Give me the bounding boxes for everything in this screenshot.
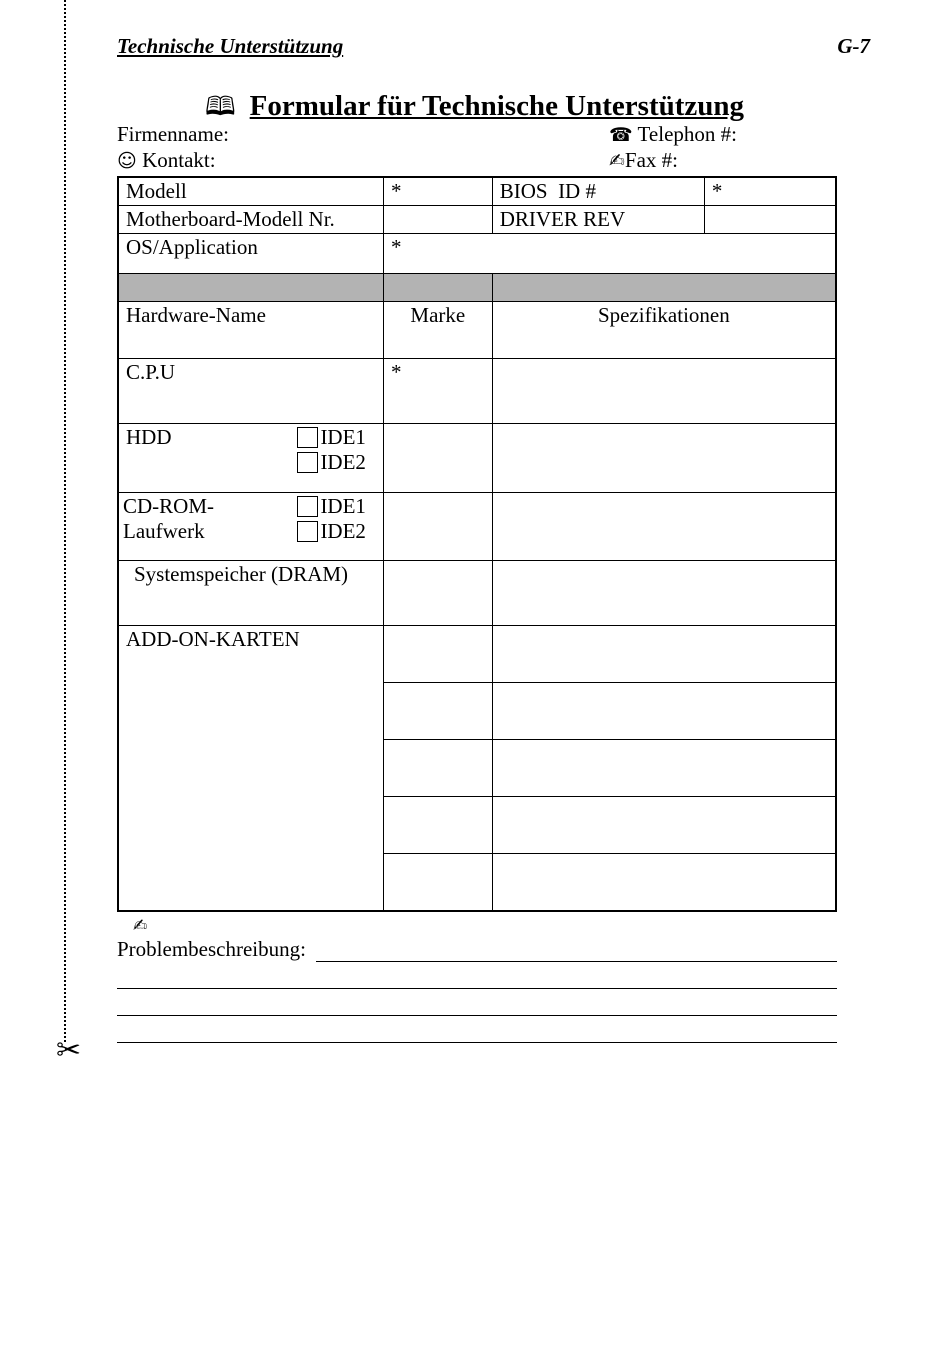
- problem-line-3[interactable]: [117, 989, 837, 1016]
- cdrom-spec: [492, 493, 836, 561]
- page-number: G-7: [837, 34, 870, 58]
- hdd-label: HDD: [126, 425, 172, 449]
- addon-spec-4: [492, 797, 836, 854]
- cpu-spec: [492, 359, 836, 424]
- addon-spec-5: [492, 854, 836, 911]
- driver-label: DRIVER REV: [492, 206, 704, 234]
- cdrom-label-2: Laufwerk: [123, 519, 205, 543]
- addon-brand-2: [383, 683, 492, 740]
- phone-label: Telephon #:: [637, 122, 737, 146]
- addon-spec-2: [492, 683, 836, 740]
- addon-brand-5: [383, 854, 492, 911]
- cpu-label: C.P.U: [118, 359, 383, 424]
- cdrom-brand: [383, 493, 492, 561]
- addon-label: ADD-ON-KARTEN: [118, 626, 383, 911]
- problem-description: [117, 937, 837, 1043]
- gray-separator-row: [118, 274, 836, 302]
- cdrom-label-1: CD-ROM-: [123, 494, 215, 518]
- smiley-icon: ☺: [117, 150, 137, 172]
- bios-label: BIOS ID #: [492, 177, 704, 206]
- model-value: *: [383, 177, 492, 206]
- addon-spec-3: [492, 740, 836, 797]
- phone-field: [609, 122, 737, 147]
- os-value: *: [383, 234, 836, 274]
- col-specifications: Spezifikationen: [492, 302, 836, 359]
- fax-icon: ✍: [609, 150, 625, 172]
- cdrom-cell: [118, 493, 383, 561]
- hdd-ide2-checkbox[interactable]: [297, 452, 318, 473]
- cdrom-ide1-label: IDE1: [320, 494, 366, 518]
- cdrom-ide1-checkbox[interactable]: [297, 496, 318, 517]
- book-icon: 🕮: [205, 92, 236, 122]
- hdd-brand: [383, 424, 492, 493]
- problem-line-2[interactable]: [117, 962, 837, 989]
- fax-field: [609, 148, 678, 173]
- contact-field: [117, 148, 216, 173]
- addon-brand-4: [383, 797, 492, 854]
- contact-label: Kontakt:: [142, 148, 216, 172]
- driver-value: [704, 206, 836, 234]
- running-title: Technische Unterstützung: [117, 34, 344, 58]
- cdrom-ide2-label: IDE2: [320, 519, 366, 543]
- mb-value: [383, 206, 492, 234]
- problem-label: Problembeschreibung:: [117, 937, 306, 961]
- addon-brand-3: [383, 740, 492, 797]
- form-title-text: Formular für Technische Unterstützung: [249, 90, 745, 122]
- company-label: Firmenname:: [117, 122, 229, 146]
- problem-line-4[interactable]: [117, 1016, 837, 1043]
- pen-icon: ✍: [133, 916, 148, 936]
- telephone-icon: ☎: [609, 124, 633, 146]
- dram-spec: [492, 561, 836, 626]
- addon-spec-1: [492, 626, 836, 683]
- hdd-ide2-label: IDE2: [320, 450, 366, 474]
- addon-brand-1: [383, 626, 492, 683]
- support-form-table: [117, 176, 837, 912]
- cut-line: [64, 0, 66, 1042]
- bios-value: *: [704, 177, 836, 206]
- dram-label: Systemspeicher (DRAM): [118, 561, 383, 626]
- hdd-ide1-label: IDE1: [320, 425, 366, 449]
- col-brand: Marke: [383, 302, 492, 359]
- fax-label: Fax #:: [624, 148, 679, 172]
- problem-line-1[interactable]: [316, 940, 837, 962]
- hdd-ide1-checkbox[interactable]: [297, 427, 318, 448]
- hdd-spec: [492, 424, 836, 493]
- col-hardware-name: Hardware-Name: [118, 302, 383, 359]
- cpu-brand: *: [383, 359, 492, 424]
- mb-label: Motherboard-Modell Nr.: [118, 206, 383, 234]
- scissors-icon: ✂: [56, 1033, 82, 1068]
- hdd-cell: [118, 424, 383, 493]
- cdrom-ide2-checkbox[interactable]: [297, 521, 318, 542]
- os-label: OS/Application: [118, 234, 383, 274]
- model-label: Modell: [118, 177, 383, 206]
- dram-brand: [383, 561, 492, 626]
